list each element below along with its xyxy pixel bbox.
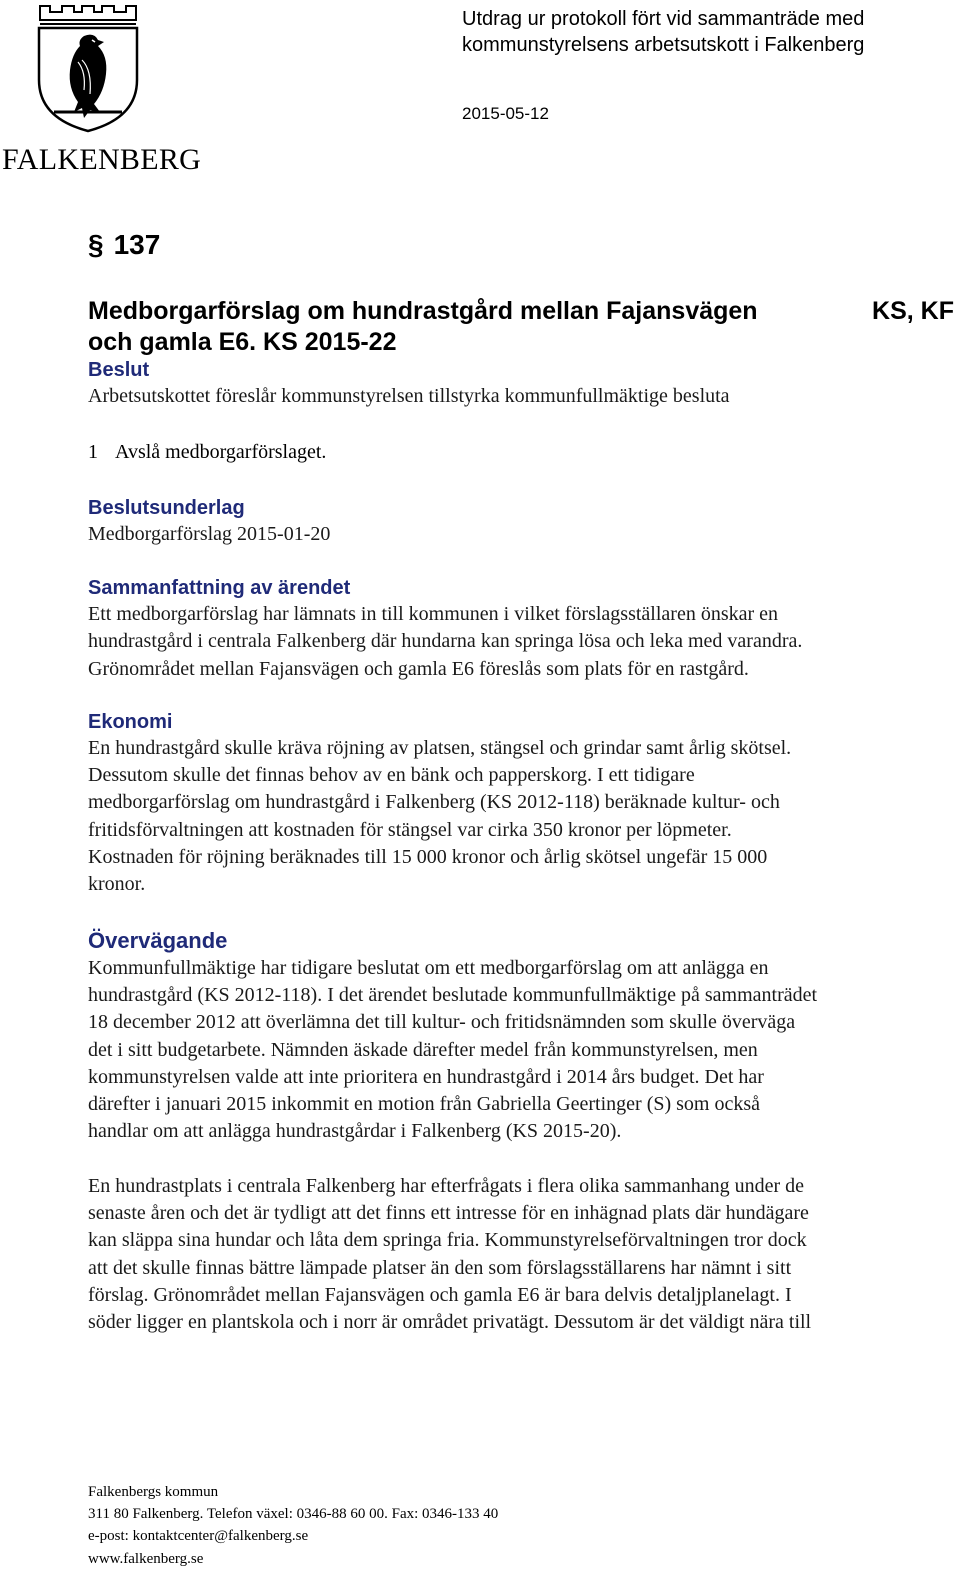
item-title-line: och gamla E6. KS 2015-22: [88, 328, 397, 356]
text-line: söder ligger en plantskola och i norr är området privatägt. Dessutom är det väldigt nära till: [88, 1311, 812, 1334]
text-line: förslag. Grönområdet mellan Fajansvägen och gamla E6 är bara delvis detaljplanelagt. I: [88, 1283, 792, 1306]
page-footer: [88, 1481, 498, 1570]
footer-organization: Falkenbergs kommun: [88, 1484, 219, 1500]
document-body: [88, 357, 960, 1337]
ekonomi-text: [88, 735, 960, 899]
text-line: fritidsförvaltningen att kostnaden för stängsel var cirka 350 kronor per löpmeter.: [88, 818, 732, 841]
text-line: senaste åren och det är tydligt att det finns ett intresse för en inhägnad plats där hundägare: [88, 1202, 809, 1225]
text-line: medborgarförslag om hundrastgård i Falkenberg (KS 2012-118) beräknade kultur- och: [88, 791, 780, 814]
text-line: En hundrastgård skulle kräva röjning av platsen, stängsel och grindar samt årlig skötsel.: [88, 736, 792, 759]
meeting-date: 2015-05-12: [462, 104, 549, 123]
item-title: [88, 296, 848, 358]
text-line: därefter i januari 2015 inkommit en motion från Gabriella Geertinger (S) som också: [88, 1093, 761, 1116]
decision-item-number: 1: [88, 441, 98, 463]
text-line: kommunstyrelsen valde att inte prioritera en hundrastgård i 2014 års budget. Det har: [88, 1065, 764, 1088]
text-line: En hundrastplats i centrala Falkenberg har efterfrågats i flera olika sammanhang under de: [88, 1174, 805, 1197]
sammanfattning-text: [88, 601, 960, 683]
municipality-wordmark: FALKENBERG: [2, 143, 202, 176]
paragraph-number-value: 137: [113, 229, 161, 260]
footer-email: e-post: kontaktcenter@falkenberg.se: [88, 1528, 309, 1545]
section-heading-sammanfattning: Sammanfattning av ärendet: [88, 577, 351, 599]
text-line: Grönområdet mellan Fajansvägen och gamla E6 föreslås som plats för en rastgård.: [88, 657, 749, 680]
protocol-header-line: Utdrag ur protokoll fört vid sammanträde med: [462, 8, 865, 30]
footer-address: 311 80 Falkenberg. Telefon växel: 0346-88 60 00. Fax: 0346-133 40: [88, 1506, 499, 1523]
paragraph-number: [88, 229, 160, 261]
text-line: det i sitt budgetarbete. Nämnden äskade därefter medel från kommunstyrelsen, men: [88, 1038, 758, 1061]
text-line: Dessutom skulle det finnas behov av en bänk och papperskorg. I ett tidigare: [88, 764, 695, 787]
footer-website: www.falkenberg.se: [88, 1550, 204, 1567]
item-recipients: KS, KF: [872, 297, 954, 325]
municipality-logo: [0, 0, 202, 180]
text-line: kronor.: [88, 873, 146, 896]
falcon-coat-of-arms-icon: [34, 0, 142, 134]
decision-item-text: Avslå medborgarförslaget.: [115, 441, 327, 463]
section-heading-beslut: Beslut: [88, 359, 150, 381]
text-line: handlar om att anlägga hundrastgårdar i Falkenberg (KS 2015-20).: [88, 1120, 622, 1143]
section-heading-ekonomi: Ekonomi: [88, 710, 173, 733]
text-line: Kommunfullmäktige har tidigare beslutat om ett medborgarförslag om att anlägga en: [88, 956, 769, 979]
text-line: hundrastgård i centrala Falkenberg där hundarna kan springa lösa och leka med varandra.: [88, 630, 803, 653]
section-heading-beslutsunderlag: Beslutsunderlag: [88, 497, 245, 519]
text-line: hundrastgård (KS 2012-118). I det ärendet beslutade kommunfullmäktige på sammanträdet: [88, 983, 818, 1006]
text-line: att det skulle finnas bättre lämpade platser än den som förslagsställarens har nämnt i sitt: [88, 1256, 792, 1279]
protocol-header-line: kommunstyrelsens arbetsutskott i Falkenberg: [462, 34, 865, 56]
section-heading-overvagande: Övervägande: [88, 927, 228, 953]
overvagande-paragraph-2: [88, 1173, 960, 1337]
text-line: Ett medborgarförslag har lämnats in till kommunen i vilket förslagsställaren önskar en: [88, 603, 779, 625]
section-symbol: §: [88, 229, 104, 260]
text-line: 18 december 2012 att överlämna det till kultur- och fritidsnämnden som skulle överväga: [88, 1011, 796, 1034]
protocol-header: [462, 6, 952, 58]
overvagande-paragraph-1: [88, 955, 960, 1146]
beslutsunderlag-text: Medborgarförslag 2015-01-20: [88, 523, 331, 545]
decision-item: [88, 439, 960, 465]
text-line: kan släppa sina hundar och låta dem springa fria. Kommunstyrelseförvaltningen tror dock: [88, 1229, 807, 1252]
item-title-line: Medborgarförslag om hundrastgård mellan Fajansvägen: [88, 297, 758, 325]
beslut-intro: Arbetsutskottet föreslår kommunstyrelsen tillstyrka kommunfullmäktige besluta: [88, 385, 730, 407]
text-line: Kostnaden för röjning beräknades till 15 000 kronor och årlig skötsel ungefär 15 000: [88, 846, 768, 869]
